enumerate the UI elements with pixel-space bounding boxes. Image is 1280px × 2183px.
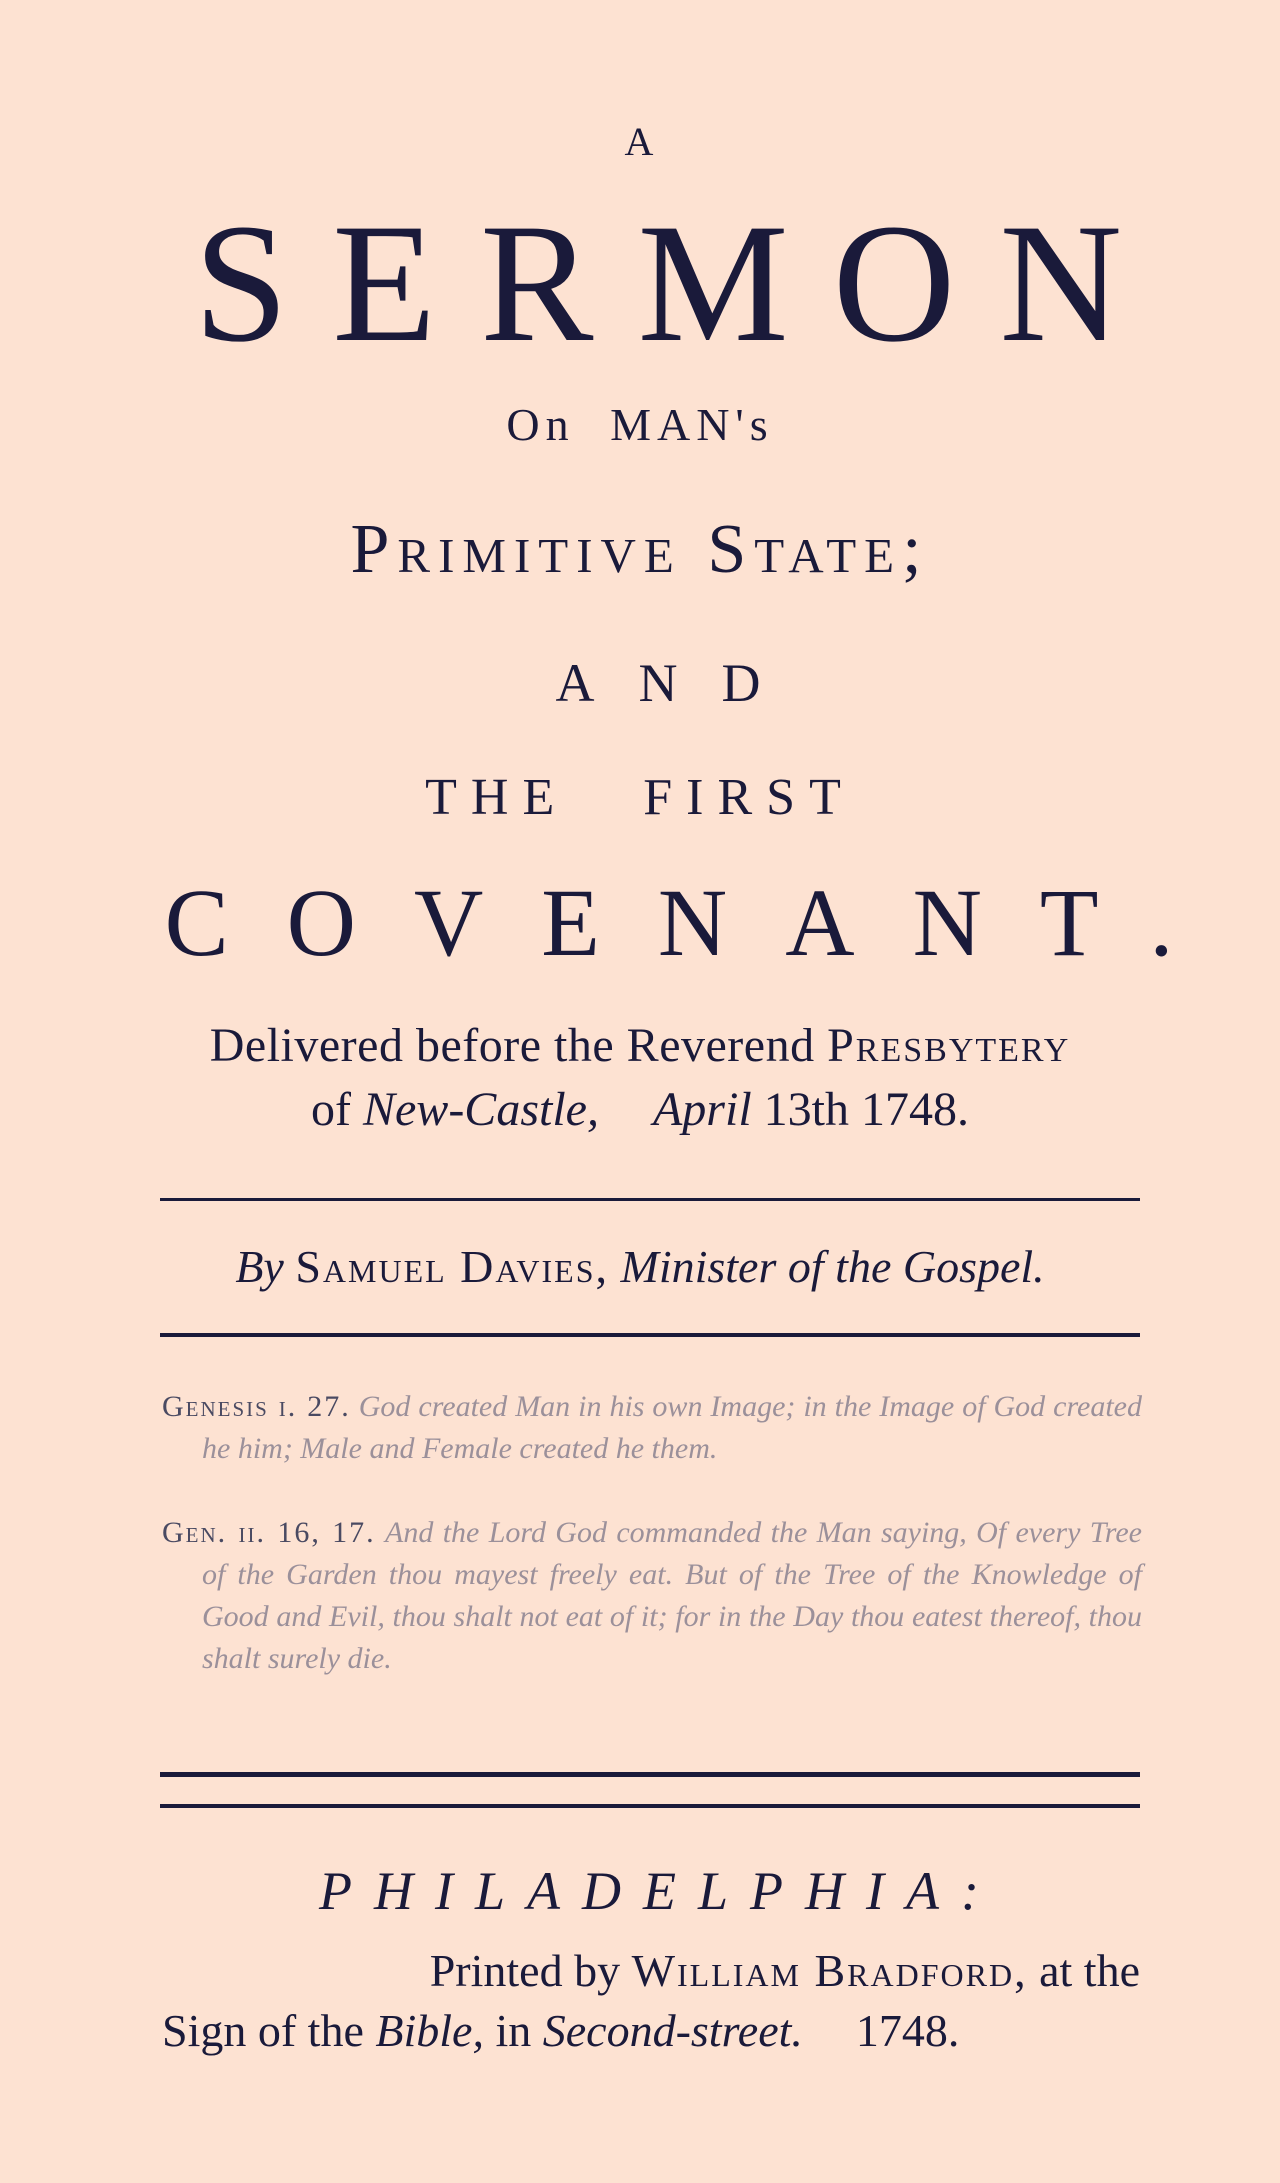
author-name: Samuel Davies, [295,1241,609,1292]
imprint-in: in [495,2005,532,2056]
occasion-place: New-Castle, [362,1083,599,1136]
quote-text: God created Man in his own Image; in the Image of God created he him; Male and Female created he them. [202,1390,1142,1465]
occasion-month: April [652,1083,752,1136]
imprint-sign-of-the: Sign of the [162,2005,364,2056]
divider-rule [160,1198,1140,1201]
author-role: Minister of the Gospel. [620,1241,1045,1292]
scripture-quote-2 [162,1512,1142,1680]
title-on-mans: On MAN's [506,399,774,450]
imprint-printer-line [0,1944,1140,1997]
title-and: AND [555,653,805,713]
occasion-presbytery: Presbytery [827,1019,1071,1072]
occasion-line-2 [0,1082,1280,1137]
author-by: By [235,1241,284,1292]
author-line [0,1240,1280,1293]
title-primitive-state: Primitive State; [350,511,930,588]
divider-rule [160,1804,1140,1808]
occasion-date: 13th 1748. [763,1083,969,1136]
title-covenant: COVENANT. [164,869,1232,976]
scripture-quote-1 [162,1386,1142,1470]
quote-reference: Genesis i. 27. [162,1390,351,1423]
imprint-sign-line [162,2004,1162,2057]
imprint-year: 1748. [855,2005,960,2056]
quote-reference: Gen. ii. 16, 17. [162,1516,376,1549]
title-article: A [624,119,656,164]
quote-text: And the Lord God commanded the Man saying, Of every Tree of the Garden thou mayest freely eat. But of the Tree of the Knowledge of Good and Evil, thou shalt not eat of it; for in the Day thou eatest thereof, thou shalt surely die. [202,1516,1142,1675]
imprint-printed-by: Printed by [429,1945,621,1996]
title-sermon: SERMON [193,189,1167,377]
title-the-first: THE FIRST [425,769,855,826]
imprint-city: PHILADELPHIA: [319,1861,1001,1921]
occasion-line-1 [0,1018,1280,1073]
divider-rule [160,1333,1140,1337]
imprint-at-the: at the [1039,1945,1140,1996]
occasion-of: of [311,1083,351,1136]
imprint-street: Second-street. [542,2005,803,2056]
occasion-text: Delivered before the Reverend [209,1019,815,1072]
imprint-bible: Bible, [375,2005,484,2056]
imprint-printer: William Bradford, [631,1945,1028,1996]
divider-rule-thick [160,1772,1140,1777]
